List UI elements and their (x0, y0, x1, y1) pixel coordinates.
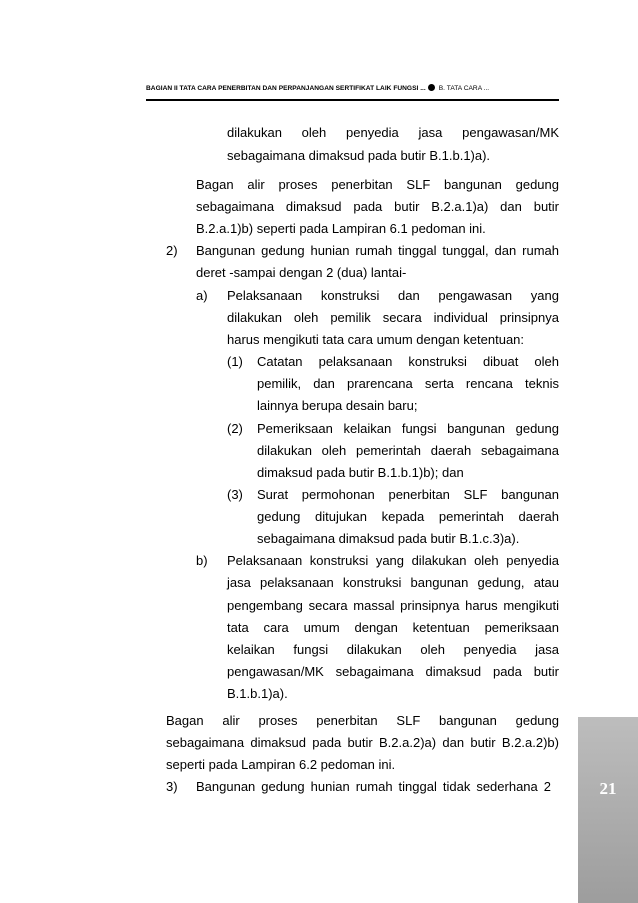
text-line: Bangunan gedung hunian rumah tinggal tunggal, dan rumah (196, 243, 559, 258)
bullet-dot-icon (428, 84, 435, 91)
text-line: dilakukan oleh pemerintah daerah sebagaimana (257, 443, 559, 458)
text-line: pengawasan/MK sebagaimana dimaksud pada butir (227, 664, 559, 679)
text-line: Pelaksanaan konstruksi yang dilakukan oleh penyedia (227, 553, 559, 568)
text-line: pengembang secara massal prinsipnya harus mengikuti (227, 598, 559, 613)
text-line: B.2.a.1)b) seperti pada Lampiran 6.1 pedoman ini. (196, 221, 486, 236)
text-line: Bangunan gedung hunian rumah tinggal tidak sederhana 2 (196, 779, 551, 794)
text-line: gedung ditujukan kepada pemerintah daerah (257, 509, 559, 524)
text-line: Surat permohonan penerbitan SLF bangunan (257, 487, 559, 502)
list-marker: 2) (166, 243, 178, 258)
running-header (146, 84, 558, 92)
text-line: dilakukan oleh penyedia jasa pengawasan/MK (227, 125, 559, 140)
text-line: kelaikan fungsi dilakukan oleh penyedia jasa (227, 642, 559, 657)
list-marker: (1) (227, 354, 243, 369)
page-number: 21 (599, 779, 617, 798)
text-line: seperti pada Lampiran 6.2 pedoman ini. (166, 757, 396, 772)
text-line: lainnya berupa desain baru; (257, 398, 418, 413)
list-marker: b) (196, 553, 208, 568)
list-marker: (3) (227, 487, 243, 502)
header-chapter-title: BAGIAN II TATA CARA PENERBITAN DAN PERPANJANGAN SERTIFIKAT LAIK FUNGSI ... (146, 85, 426, 92)
text-line: Bagan alir proses penerbitan SLF bangunan gedung (166, 713, 559, 728)
text-line: Pelaksanaan konstruksi dan pengawasan yang (227, 288, 559, 303)
text-line: sebagaimana dimaksud pada butir B.1.c.3)a). (257, 531, 520, 546)
text-line: jasa pelaksanaan konstruksi bangunan gedung, atau (227, 575, 559, 590)
header-divider (146, 99, 559, 101)
text-line: harus mengikuti tata cara umum dengan ketentuan: (227, 332, 525, 347)
list-marker: 3) (166, 779, 178, 794)
text-line: dilakukan oleh pemilik secara individual prinsipnya (227, 310, 559, 325)
text-line: Catatan pelaksanaan konstruksi dibuat oleh (257, 354, 559, 369)
text-line: dimaksud pada butir B.1.b.1)b); dan (257, 465, 464, 480)
text-line: sebagaimana dimaksud pada butir B.2.a.2)a) dan butir B.2.a.2)b) (166, 735, 559, 750)
text-line: deret -sampai dengan 2 (dua) lantai- (196, 265, 407, 280)
text-line: B.1.b.1)a). (227, 686, 288, 701)
text-line: Pemeriksaan kelaikan fungsi bangunan gedung (257, 421, 559, 436)
list-marker: a) (196, 288, 208, 303)
text-line: pemilik, dan prarencana serta rencana teknis (257, 376, 559, 391)
list-marker: (2) (227, 421, 243, 436)
text-line: Bagan alir proses penerbitan SLF bangunan gedung (196, 177, 559, 192)
header-section-title: B. TATA CARA ... (438, 85, 490, 92)
page-number-tab (578, 717, 638, 903)
text-line: sebagaimana dimaksud pada butir B.2.a.1)a) dan butir (196, 199, 559, 214)
text-line: tata cara umum dengan ketentuan pemeriksaan (227, 620, 559, 635)
text-line: sebagaimana dimaksud pada butir B.1.b.1)a). (227, 148, 491, 163)
